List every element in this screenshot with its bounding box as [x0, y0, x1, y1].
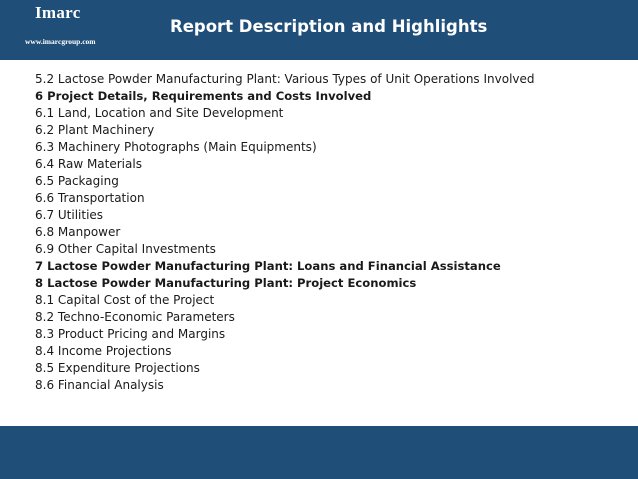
toc-item: 8.2 Techno-Economic Parameters [35, 310, 235, 324]
slide-title: Report Description and Highlights [170, 17, 488, 36]
toc-item: 7 Lactose Powder Manufacturing Plant: Loans and Financial Assistance [35, 259, 501, 273]
toc-item: 6.4 Raw Materials [35, 157, 142, 171]
table-of-contents [35, 71, 625, 394]
toc-item: 6.8 Manpower [35, 225, 121, 239]
toc-item: 8.1 Capital Cost of the Project [35, 293, 215, 307]
header-bar [0, 0, 638, 60]
site-url: www.imarcgroup.com [25, 37, 96, 46]
toc-item: 8.4 Income Projections [35, 344, 172, 358]
toc-item: 8.3 Product Pricing and Margins [35, 327, 226, 341]
toc-item: 8.5 Expenditure Projections [35, 361, 200, 375]
toc-item: 6 Project Details, Requirements and Costs Involved [35, 89, 372, 103]
toc-item: 6.9 Other Capital Investments [35, 242, 216, 256]
footer-bar [0, 426, 638, 479]
toc-item: 6.7 Utilities [35, 208, 104, 222]
toc-item: 6.6 Transportation [35, 191, 145, 205]
toc-item: 8 Lactose Powder Manufacturing Plant: Project Economics [35, 276, 417, 290]
toc-item: 6.2 Plant Machinery [35, 123, 155, 137]
toc-item: 6.1 Land, Location and Site Development [35, 106, 284, 120]
toc-item: 5.2 Lactose Powder Manufacturing Plant: Various Types of Unit Operations Involved [35, 72, 535, 86]
imarc-logo: Imarc [35, 3, 81, 22]
toc-item: 6.5 Packaging [35, 174, 119, 188]
toc-item: 8.6 Financial Analysis [35, 378, 164, 392]
toc-item: 6.3 Machinery Photographs (Main Equipments) [35, 140, 317, 154]
